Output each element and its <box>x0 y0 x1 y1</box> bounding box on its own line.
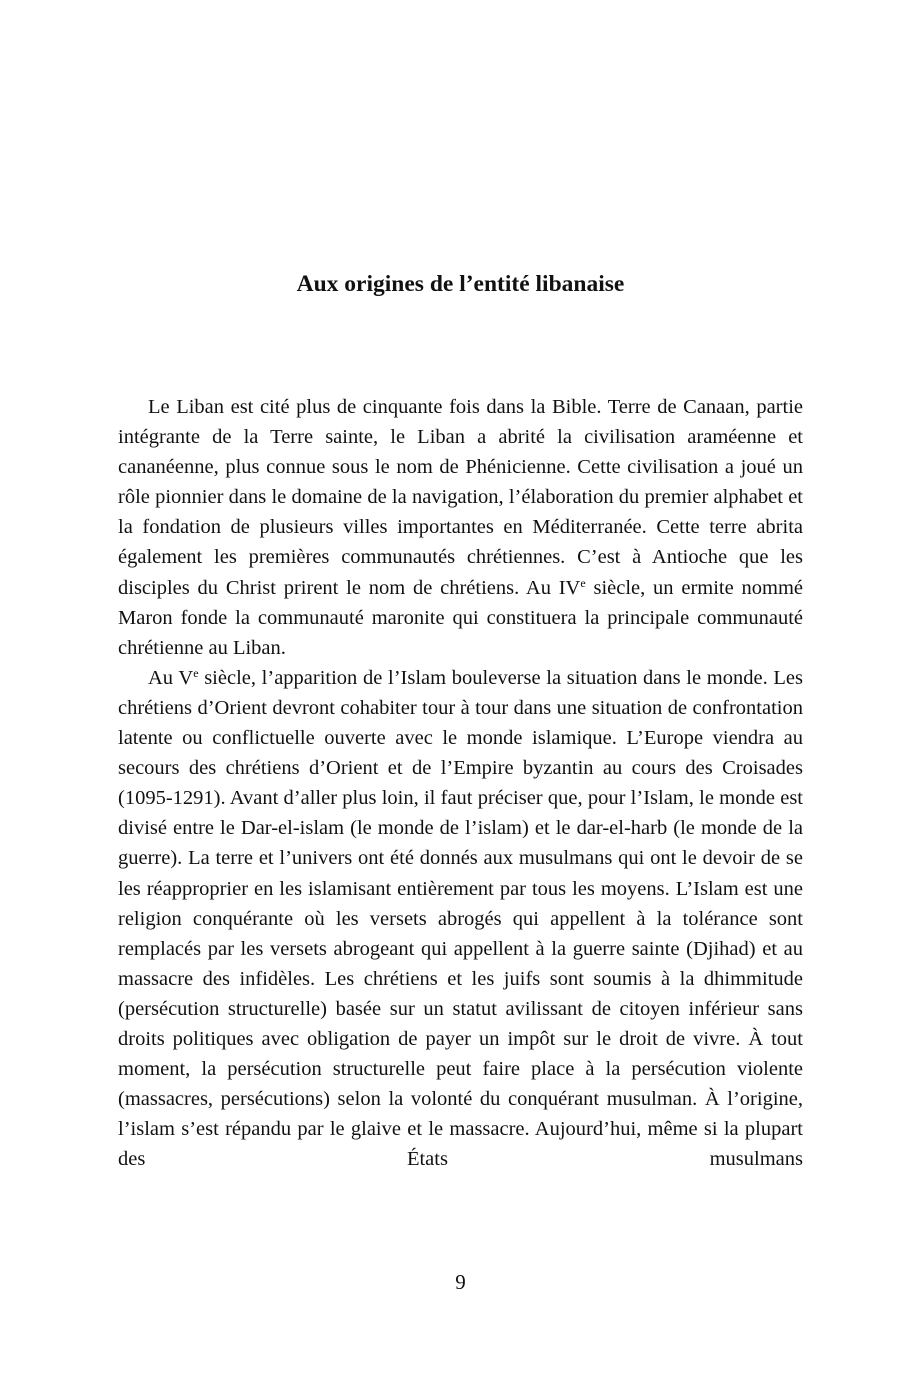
paragraph-1-text-a: Le Liban est cité plus de cinquante fois dans la Bible. Terre de Canaan, partie intégrante de la Terre sainte, le Liban a abrité la civilisation araméenne et cananéenne, plus connue sous le nom de Phénicienne. Cette civilisation a joué un rôle pionnier dans le domaine de la navigation, l’élaboration du premier alphabet et la fondation de plusieurs villes importantes en Méditerranée. Cette terre abrita également les premières communautés chrétiennes. C’est à Antioche que les disciples du Christ prirent le nom de chrétiens. Au IV <box>118 396 803 599</box>
page-number: 9 <box>455 1270 466 1294</box>
chapter-title: Aux origines de l’entité libanaise <box>296 271 625 297</box>
paragraph-2-text-a: Au V <box>148 666 194 689</box>
paragraph-1-text-b: siècle, un ermite nommé Maron fonde la communauté maronite qui constituera la principale communauté chrétienne au Liban. <box>118 576 803 659</box>
paragraph-1-superscript: e <box>580 575 586 590</box>
paragraph-2-superscript: e <box>193 665 199 680</box>
paragraph-1 <box>118 392 803 663</box>
paragraph-2-text-b: siècle, l’apparition de l’Islam bouleverse la situation dans le monde. Les chrétiens d’Orient devront cohabiter tour à tour dans une situation de confrontation latente ou conflictuelle ouverte avec le monde islamique. L’Europe viendra au secours des chrétiens d’Orient et de l’Empire byzantin au cours des Croisades (1095-1291). Avant d’aller plus loin, il faut préciser que, pour l’Islam, le monde est divisé entre le Dar-el-islam (le monde de l’islam) et le dar-el-harb (le monde de la guerre). La terre et l’univers ont été donnés aux musulmans qui ont le devoir de se les réapproprier en les islamisant entièrement par tous les moyens. L’Islam est une religion conquérante où les versets abrogés qui appellent à la tolérance sont remplacés par les versets abrogeant qui appellent à la guerre sainte (Djihad) et au massacre des infidèles. Les chrétiens et les juifs sont soumis à la dhimmitude (persécution structurelle) basée sur un statut avilissant de citoyen inférieur sans droits politiques avec obligation de payer un impôt sur le droit de vivre. À tout moment, la persécution structurelle peut faire place à la persécution violente (massacres, persécutions) selon la volonté du conquérant musulman. À l’origine, l’islam s’est répandu par le glaive et le massacre. Aujourd’hui, même si la plupart des États musulmans <box>118 666 803 1171</box>
body-text <box>118 392 803 1174</box>
paragraph-2 <box>118 663 803 1175</box>
